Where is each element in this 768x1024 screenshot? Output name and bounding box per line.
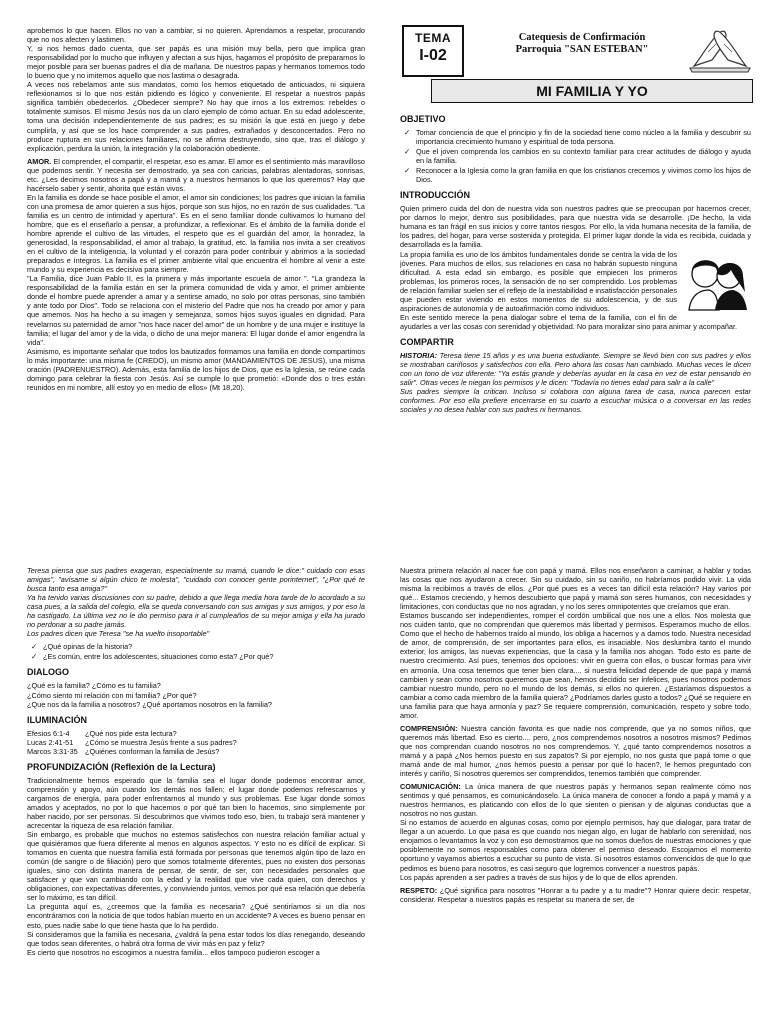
paragraph: A veces nos rebelamos ante sus mandatos, como los hemos etiquetado de anticuados, ni siquiera reflexionamos si lo que nos están pidiendo es lógico y conveniente. El respetar a nuestros papás significa también obedecerlos. ¿Obedecer siempre? No hay que irnos a los extremos: rebeldes o totalmente sumisos. El mismo Jesús nos da un claro ejemplo de cómo actuar. En su edad adolescente, toma una decisión independientemente de sus padres; es su misión la que está en juego y debe cumplirla, y así que se los hace comprender a sus padres, extrañados y desconcertados. Pero no produce ruptura en sus relaciones familiares, no se afirma destruyendo, sino que, tras el diálogo y explicación, perdura la unión, la integración y la colaboración obediente. xyxy=(27,80,365,153)
paragraph: La propia familia es uno de los ámbitos fundamentales donde se centra la vida de los jóvenes. Para muchos de ellos, sus relaciones en casa no habrán supuesto ninguna dificultad. A esta edad sin embargo, es posible que empiecen los primeros problemas, los primeros roces, la sensación de no ser comprendido. Los problemas de relación familiar suelen ser el reflejo de la inestabilidad e insatisfacción personales que pueden estar viviendo en estos momentos de su adolescencia, y de sus aspiraciones de autonomía y de autoafirmación como individuos. xyxy=(400,249,677,313)
dialogo-line: ¿Que nos da la familia a nosotros? ¿Qué aportamos nosotros en la familia? xyxy=(27,699,272,709)
catequesis-header xyxy=(487,32,677,56)
list-item: ✓ ¿Es común, entre los adolescentes, situaciones como esta? ¿Por qué? xyxy=(43,652,365,661)
historia-text: Teresa tiene 15 años y es una buena estudiante. Siempre se llevó bien con sus padres y ellos se mostraban cariñosos y satisfechos con ella. Pero ahora las cosas han cambiado. Muchas veces le dicen con un tono de voz diferente: "Ya estás grande y deberías ayudar en la casa en vez de estar pensando en salir". Otras veces le niegan los permisos y le dicen: "Todavía no tienes edad para salir a la calle" xyxy=(400,350,751,388)
top-left-column xyxy=(27,26,365,512)
objetivo-heading: OBJETIVO xyxy=(400,114,446,124)
respeto-label: RESPETO: xyxy=(400,885,438,895)
comprension-text: Nuestra canción favorita es que nadie nos comprende, que ya no somos niños, que queremos más libertad. Eso es cierto.... pero, ¿nos comprendemos nosotros a nosotros mismos? Pedimos que nos comprendan cuando nosotros no nos comprendemos. Y, ¿qué tanto comprendemos nosotros a mamá y a papá ¿Nos hemos puesto en sus zapatos? Si por ejemplo, no nos gusta que papá tome o que mamá ande de mal humor, ¿nos hemos puesto a pensar por qué lo hacen?, le hemos preguntado con interés y cariño, Si nosotros queremos ser comprendidos, tenemos también que comprender. xyxy=(400,723,751,779)
tema-code: I-02 xyxy=(419,47,447,64)
list-item: ✓ Reconocer a la Iglesia como la gran familia en que los cristianos crecemos y vivimos como los hijos de Dios. xyxy=(416,166,751,184)
iluminacion-row xyxy=(27,747,365,756)
paragraph: Teresa piensa que sus padres exageran, especialmente su mamá, cuando le dice:" cuidado con esas amigas", "avísame si algún chico te molesta", "cuidado con conocer gente porinternet", "¿Por qué te busca tanto esa amiga?" xyxy=(27,566,365,594)
paragraph: En la familia es donde se hace posible el amor, el amor sin condiciones; los padres que inician la familia con una promesa de amor quieren a sus hijos, porque son sus hijos, no en razón de sus cualidades. "La familia es un centro de intimidad y apertura". Es en el seno familiar donde cultivamos lo humano del hombre, que es el enseñarlo a pensar, a profundizar, a reflexionar. Es el ámbito de la familia donde el hombre aprende el cultivo de las virtudes, el respeto que es el guardián del amor, la honradez, la generosidad, la responsabilidad, el amor al trabajo, la gratitud, etc. la familia nos invita a ser creativos en el cultivo de la inteligencia, la voluntad y el corazón para poder contribuir y abrirnos a la sociedad preparados e íntegros. La familia es el primer ambiente vital que encuentra el hombre al venir a este mundo y su experiencia es decisiva para siempre. xyxy=(27,192,365,275)
dialogo-heading: DIALOGO xyxy=(27,667,69,678)
list-item: ✓ Tomar conciencia de que el principio y fin de la sociedad tiene como núcleo a la familia y descubrir su importancia crecimiento humano y espiritual de toda persona. xyxy=(416,128,751,146)
paragraph: Si consideramos que la familia es necesaria, ¿valdrá la pena estar todos los días renegando, deseando que todos sean diferentes, o habrá otra forma de vivir más en paz y feliz? xyxy=(27,929,365,948)
historia-label: HISTORIA: xyxy=(400,350,438,360)
paragraph: En este sentido merece la pena dialogar sobre el tema de la familia, con el fin de ayudarles a ver las cosas con serenidad y objetividad. No para moralizar sino para animar y acompañar. xyxy=(400,312,738,331)
paragraph: aprobemos lo que hacen. Ellos no van a cambiar, si no quieren. Aprendamos a respetar, procurando que no nos afecten y lastimen. xyxy=(27,26,365,45)
top-right-column xyxy=(400,108,751,512)
iluminacion-row xyxy=(27,738,365,747)
comprension-label: COMPRENSIÓN: xyxy=(400,723,458,733)
paragraph: Quien primero cuida del don de nuestra vida son nuestros padres que se preocupan por hacernos crecer, por darnos lo mejor, dentro sus posibilidades, para que nuestra vida se desarrolle. ¡De hecho, la vida humana es tan frágil en sus inicios y corre tantos riesgos. Por ello, la vida humana necesita de la familia, de los padres, del hogar, para verse sostenida y protegida. El primer lugar donde la vida es recibida, cuidada y desarrollada es la familia. xyxy=(400,204,751,250)
paragraph: Tradicionalmente hemos esperado que la familia sea el lugar donde podemos encontrar amor, comprensión y apoyo, aún cuando los demás nos fallen; el lugar donde podemos refrescarnos y cargarnos de energía, para poder enfrentarnos al mundo y sus problemas. Ese lugar donde somos amados y aceptados, no por lo que hacemos o por qué tan bien lo hacemos, sino simplemente por haber nacido, por ser personas. Si descubrimos que vivimos todo eso, bien, tu trabajo será mantener y acrecentar la riqueza de esa relación familiar. xyxy=(27,775,365,830)
iluminacion-heading: ILUMINACIÓN xyxy=(27,714,87,725)
tema-box xyxy=(402,25,464,77)
preguntas-list xyxy=(27,642,365,661)
paragraph: Estamos buscando ser independientes, romper el cordón umbilical que nos une a ellos. Nos molesta que nos cuiden tanto, que no comprendan que queremos más libertad y permisos. Esperamos mucho de ellos. Como que el hecho de habernos traído al mundo, los obliga a hacernos y a darnos todo. Nuestra necesidad de amor, de comprensión, de ser importantes para ellos, es insaciable. Nos deslumbra tanto el mundo exterior, los amigos, las nuevas experiencias, que la casa y la familia nos ahogan. Todo esto es parte de nuestro crecimiento. Así pues, tenemos dos opciones: vivir en guerra con ellos, o buscar formas para vivir en armonía. Una cosa tenemos que tener bien clara.... si nuestra felicidad depende de que papá y mamá cambien y sean como nosotros queremos que sean, hemos decidido ser infelices, pues nosotros podemos cambiar nuestro mundo, pero no el mundo de los demás, si ellos no quieren. ¿Estaríamos dispuestos a cambiar a como cada miembro de la familia quiera? ¿Podríamos darles gusto a todos? ¿Qué se requiere en una familia para que haya armonía y paz? Se requiere comprensión, comunicación, respeto y sobre todo, amor. xyxy=(400,611,751,720)
objetivo-list xyxy=(400,128,751,184)
list-item: ✓ Que el joven comprenda los cambios en su contexto familiar para crear actitudes de diálogo y ayuda en la familia. xyxy=(416,147,751,165)
profundizacion-heading: PROFUNDIZACIÓN (Reflexión de la Lectura) xyxy=(27,761,216,772)
comunicacion-label: COMUNICACIÓN: xyxy=(400,782,461,792)
paragraph: Es cierto que nosotros no escogimos a nuestra familia... ellos tampoco pudieron escoger a xyxy=(27,947,320,957)
list-item: ✓ ¿Qué opinas de la historia? xyxy=(43,642,365,651)
paragraph: Sus padres siempre la critican. Incluso si colabora con alguna tarea de casa, nunca parecen estar conformes. Por eso ella prefiere encerrarse en su cuarto a escuchar música o a conversar en las redes sociales y no desea hablar con sus padres ni hermanos. xyxy=(400,387,751,415)
dialogo-line: ¿Cómo siento mi relación con mi familia? ¿Por qué? xyxy=(27,690,197,700)
page-title: MI FAMILIA Y YO xyxy=(431,79,753,103)
paragraph: Si no estamos de acuerdo en algunas cosas, como por ejemplo permisos, hay que dialogar, para tratar de llegar a un acuerdo. Lo que pasa es que cuando nos niegan algo, en lugar de hablarlo con serenidad, nos enojamos o levantamos la voz y con eso demostramos que no somos dueños de nuestras emociones y que posiblemente no somos responsables como para obtener el permiso deseado. Escojamos el momento oportuno y vayamos abiertos a escuchar su punto de vista. Si nosotros estamos convencidos de que lo que pedimos es bueno para nosotros, es casi seguro que logremos convencer a nuestros papás. xyxy=(400,818,751,873)
amor-label: AMOR. xyxy=(27,156,52,166)
bible-reference: Lucas 2:41-51 xyxy=(27,737,74,747)
paragraph: Y, si nos hemos dado cuenta, que ser papás es una misión muy bella, pero que implica gran responsabilidad por lo mucho que influyen y afectan a sus hijos, hagamos el propósito de prepararnos lo mejor posible para ser buenas padres el día de mañana. De nuestros papas y hermanos tomemos todo lo bueno que y no imitemos aquello que nos lastima o desagrada. xyxy=(27,44,365,81)
respeto-paragraph xyxy=(400,886,751,904)
couple-illustration-icon xyxy=(683,252,751,312)
paragraph: Los padres dicen que Teresa "se ha vuelto insoportable" xyxy=(27,629,210,639)
paragraph: Ya ha tenido varias discusiones con su padre, debido a que llega media hora tarde de lo acordado a su casa pues, a la salida del colegio, ella se queda conversando con sus amigas y sus amigos, y por eso la ha castigado. La última vez no le dio permiso para ir al cumpleaños de su mejor amiga y ella ha jurado no perdonar a su padre jamás. xyxy=(27,593,365,630)
comunicacion-text: La única manera de que nuestros papás y hermanos sepan realmente cómo nos sentimos y qué pensamos, es comunicándoselo. La única manera de conocer a fondo a papá y mamá y a nuestros hermanos, es platicando con ellos de lo que sienten o piensan y de algunas conductas que a nosotros no nos gustan. xyxy=(400,782,751,819)
historia-paragraph xyxy=(400,351,751,387)
respeto-text: ¿Qué significa para nosotros "Honrar a tu padre y a tu madre"? Honrar quiere decir: respetar, considerar. Respetar a nuestros papás es respetar su manera de ser, de xyxy=(400,885,751,904)
bible-reference: Efesios 6:1-4 xyxy=(27,728,70,738)
amor-paragraph xyxy=(27,157,365,193)
praying-hands-icon xyxy=(688,22,752,74)
catequesis-line2: Parroquia "SAN ESTEBAN" xyxy=(515,44,649,55)
bottom-left-column xyxy=(27,566,365,1024)
introduccion-heading: INTRODUCCIÓN xyxy=(400,190,470,201)
dialogo-line: ¿Qué es la familia? ¿Cómo es tu familia? xyxy=(27,681,161,691)
paragraph: Asimismo, es importante señalar que todos los bautizados formamos una familia en donde compartimos lo más importante: una misma fe (CREDO), un mismo amor (MANDAMIENTOS DE JESUS), una misma oración (PADRENUESTRO). Además, esta familia de los hijos de Dios, que es la Iglesia, se reúne cada domingo para celebrar la fiesta con Jesús. Así se cumple lo que prometió: «Donde dos o tres están reunidos en mi nombre, allí estoy yo en medio de ellos» (Mt 18,20). xyxy=(27,346,365,392)
paragraph: La pregunta aquí es, ¿creemos que la familia es necesaria? ¿Qué sentiríamos si un día nos encontráramos con la noticia de que todos habían muerto en un accidente? A veces es bueno pensar en esto, pues nadie sabe lo que tiene hasta que lo ha perdido. xyxy=(27,902,365,930)
catequesis-line1: Catequesis de Confirmación xyxy=(518,32,646,43)
paragraph: Sin embargo, es probable que muchos no estemos satisfechos con nuestra relación familiar actual y que quisiéramos que fuera diferente al menos en algunos aspectos. Y esto no es difícil de explicar. Si tomamos en cuenta que nuestra familia está formada por personas que tenemos algún tipo de lazo en común (de sangre o de filiación) pero que somos totalmente diferentes, pues no existen dos personas iguales, sino con distinta manera de pensar, de sentir, de ser, con necesidades personales que satisfacer y que van cambiando con la edad y la realidad que vive cada quien, con derechos y obligaciones, con expectativas diferentes, y conviviendo juntos, vemos por qué esa relación que debería ser lo máximo, es tan difícil. xyxy=(27,830,365,903)
paragraph: "La Familia, dice Juan Pablo II, es la primera y más importante escuela de amor ". "La grandeza la responsabilidad de la familia están en ser la primera comunidad de vida y amor, el primer ambiente donde el hombre puede aprender a amar y a sentirse amado, no solo por otras personas, sino también y ante todo por Dios". Todo se relaciona con el misterio del Padre que nos ha creado por amor y para que amemos. Nos ha hecho a su imagen y semejanza, somos hijos suyos iguales en dignidad. Para revelarnos su paternidad de amor "nos hace nacer del amor" de un hombre y de una mujer e instituye la familia; el lugar del amor y de la vida, o dicho de una mejor manera: El lugar donde el amor engendra la vida". xyxy=(27,274,365,347)
bottom-right-column xyxy=(400,566,751,1024)
paragraph: Nuestra primera relación al nacer fue con papá y mamá. Ellos nos enseñaron a caminar, a hablar y todas las cosas que nos ayudaron a crecer. Sin su cuidado, sin su cariño, no habríamos podido vivir. La vida misma la recibimos a través de ellos. ¿Por qué pues es a veces tan difícil esta relación? Hay varios por qué... Estamos creciendo, y hemos descubierto que papá y mamá son seres humanos, con necesidades y limitaciones, con conductas que no nos agradan, y no los seres omnipotentes que creíamos que eran. xyxy=(400,566,751,612)
paragraph: Los papás aprenden a ser padres a través de sus hijos y de lo que de ellos aprenden. xyxy=(400,872,678,882)
iluminacion-question: ¿Quiénes conforman la familia de Jesús? xyxy=(85,746,220,756)
iluminacion-question: ¿Qué nos pide esta lectura? xyxy=(85,728,177,738)
bible-reference: Marcos 3:31-35 xyxy=(27,746,78,756)
comprension-paragraph xyxy=(400,724,751,778)
iluminacion-question: ¿Cómo se muestra Jesús frente a sus padres? xyxy=(85,737,237,747)
comunicacion-paragraph xyxy=(400,782,751,818)
tema-label: TEMA xyxy=(415,31,451,45)
amor-text: El comprender, el compartir, el respetar, eso es amar. El amor es el sentimiento más maravilloso que podemos sentir. Y necesita ser demostrado, ya sea con caricias, palabras alentadoras, sonrisas, etc. ¿Les decimos nosotros a papá y a mamá y a nuestros hermanos lo que los queremos? Hay que hacérselo saber y sentir, ahorita que están vivos. xyxy=(27,156,365,193)
iluminacion-row xyxy=(27,729,365,738)
compartir-heading: COMPARTIR xyxy=(400,336,454,347)
